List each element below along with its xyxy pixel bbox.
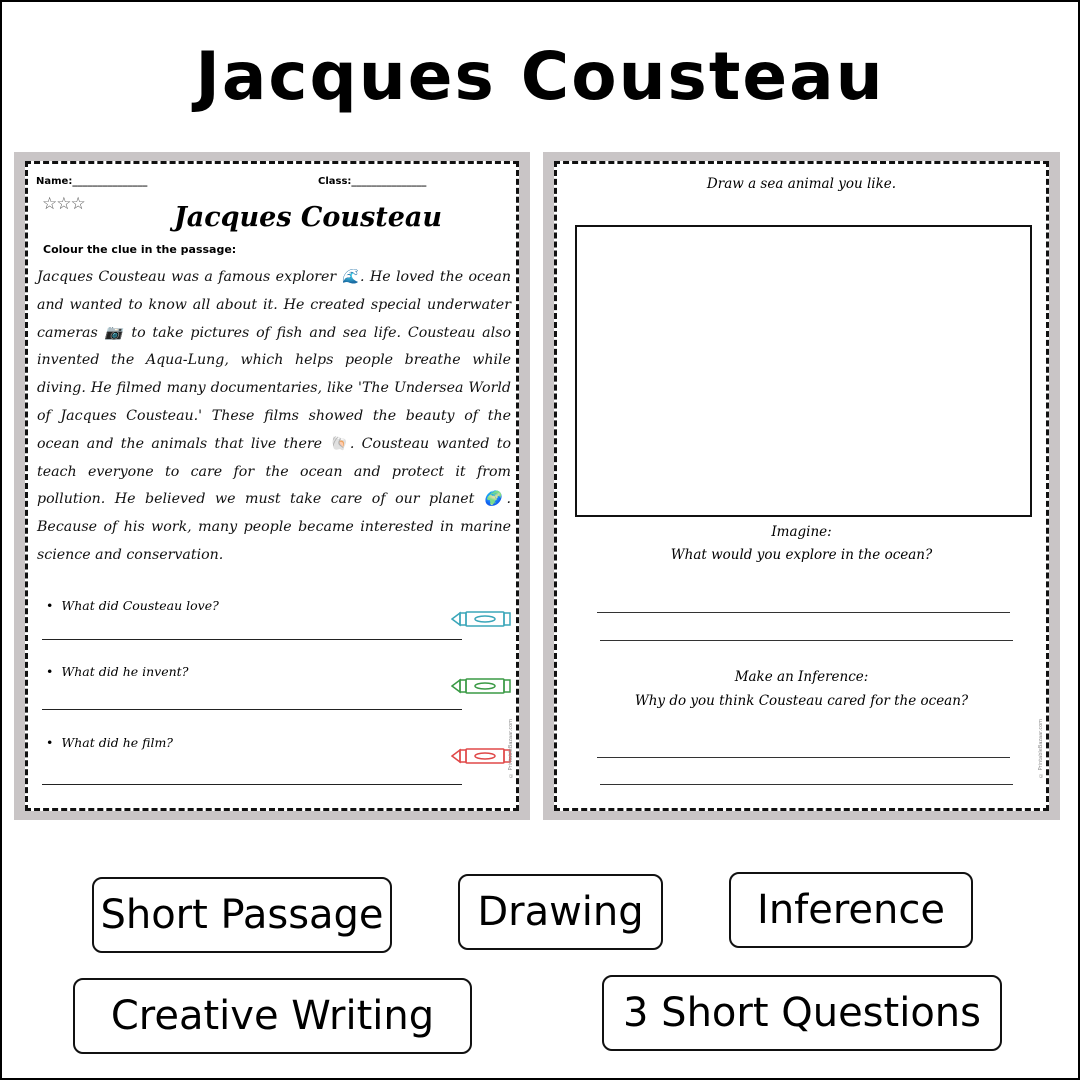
inference-label: Make an Inference: xyxy=(734,669,869,685)
worksheet-page xyxy=(25,161,519,811)
question-2: • What did he invent? xyxy=(46,664,189,679)
answer-line-3 xyxy=(42,784,462,785)
green-crayon-icon xyxy=(451,677,511,695)
imagine-question: What would you explore in the ocean? xyxy=(670,547,933,563)
answer-line-1 xyxy=(42,639,462,640)
question-1: • What did Cousteau love? xyxy=(46,598,219,613)
answer-line-2 xyxy=(42,709,462,710)
copyright-watermark: © PrintableBazaar.com xyxy=(508,719,514,778)
worksheet-preview-passage xyxy=(14,152,530,820)
worksheet-heading: Jacques Cousteau xyxy=(173,202,443,233)
worksheet-instruction: Colour the clue in the passage: xyxy=(43,243,237,256)
tag-3-short-questions: 3 Short Questions xyxy=(602,975,1002,1051)
imagine-answer-line-1 xyxy=(597,612,1010,613)
tag-drawing: Drawing xyxy=(458,874,663,950)
class-field-label: Class:_______________ xyxy=(318,176,427,187)
copyright-watermark-2: © PrintableBazaar.com xyxy=(1038,719,1044,778)
worksheet-page-2 xyxy=(554,161,1049,811)
inference-answer-line-1 xyxy=(597,757,1010,758)
question-3-text: What did he film? xyxy=(61,735,174,750)
drawing-box xyxy=(575,225,1032,517)
imagine-answer-line-2 xyxy=(600,640,1013,641)
inference-answer-line-2 xyxy=(600,784,1013,785)
tag-inference: Inference xyxy=(729,872,973,948)
rating-stars-icon: ☆☆☆ xyxy=(42,194,85,214)
page-title: Jacques Cousteau xyxy=(195,38,885,115)
question-3: • What did he film? xyxy=(46,735,174,750)
blue-crayon-icon xyxy=(451,610,511,628)
worksheet-preview-activities xyxy=(543,152,1060,820)
reading-passage: Jacques Cousteau was a famous explorer 🌊. He loved the ocean and wanted to know all about it. He created special underwater cameras 📷 to take pictures of fish and sea life. Cousteau also invented the Aqua-Lung, which helps people breathe while diving. He filmed many documentaries, like 'The Undersea World of Jacques Cousteau.' These films showed the beauty of the ocean and the animals that live there 🐚. Cousteau wanted to teach everyone to care for the ocean and protect it from pollution. He believed we must take care of our planet 🌍. Because of his work, many people became interested in marine science and conservation. xyxy=(37,269,511,563)
question-2-text: What did he invent? xyxy=(61,664,189,679)
tag-short-passage: Short Passage xyxy=(92,877,392,953)
name-field-label: Name:_______________ xyxy=(36,176,148,187)
tag-creative-writing: Creative Writing xyxy=(73,978,472,1054)
red-crayon-icon xyxy=(451,747,511,765)
inference-question: Why do you think Cousteau cared for the ocean? xyxy=(634,693,969,709)
imagine-label: Imagine: xyxy=(771,524,832,540)
draw-prompt: Draw a sea animal you like. xyxy=(706,176,897,192)
question-1-text: What did Cousteau love? xyxy=(61,598,219,613)
